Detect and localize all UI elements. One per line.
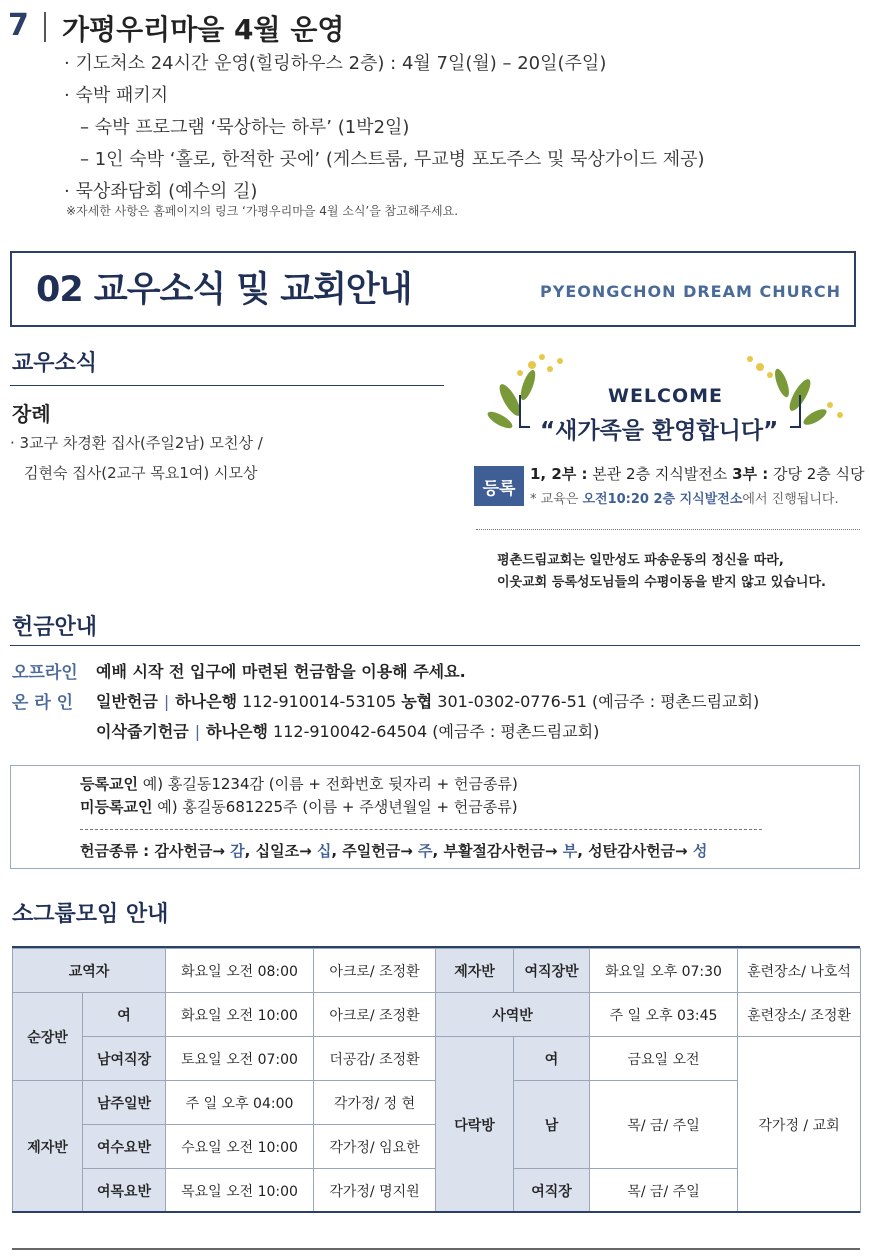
- group-name: 여직장: [514, 1169, 590, 1213]
- news-heading: 교우소식: [12, 351, 98, 376]
- funeral-heading: 장례: [12, 402, 51, 426]
- meeting-place: 각가정 / 교회: [738, 1037, 861, 1213]
- online-label: 온 라 인: [12, 693, 74, 713]
- meeting-time: 목/ 금/ 주일: [590, 1169, 738, 1213]
- offering-rule: [10, 645, 860, 646]
- separator: |: [163, 692, 170, 711]
- meeting-time: 화요일 오전 08:00: [166, 949, 314, 993]
- meeting-time: 목요일 오전 10:00: [166, 1169, 314, 1213]
- guide-label: 미등록교인: [80, 798, 153, 816]
- account-number: 112-910014-53105: [237, 692, 402, 711]
- divider: [44, 12, 46, 42]
- general-offering-label: 일반헌금: [96, 692, 158, 711]
- divider: [476, 529, 860, 530]
- edu-prefix: * 교육은: [530, 492, 583, 507]
- register-place-2: 강당 2층 식당: [768, 465, 865, 483]
- type-name: , 십일조→: [244, 842, 317, 860]
- meeting-time: 토요일 오전 07:00: [166, 1037, 314, 1081]
- section-number: 7: [8, 8, 29, 43]
- funeral-text: [10, 428, 263, 488]
- meeting-time: 수요일 오전 10:00: [166, 1125, 314, 1169]
- type-name: , 성탄감사헌금→: [577, 842, 693, 860]
- church-note-line: 이웃교회 등록성도님들의 수평이동을 받지 않고 있습니다.: [497, 575, 826, 590]
- bank-name: 하나은행: [206, 722, 268, 741]
- type-code: 주: [418, 842, 433, 860]
- list-item: · 묵상좌담회 (예수의 길): [64, 181, 258, 202]
- online-seed: [96, 719, 599, 742]
- meeting-place: 훈련장소/ 조정환: [738, 993, 861, 1037]
- group-category: 제자반: [13, 1081, 83, 1213]
- group-name: 남여직장: [83, 1037, 166, 1081]
- news-rule: [10, 385, 444, 386]
- register-badge: 등록: [474, 466, 524, 506]
- guide-registered: [80, 773, 518, 794]
- welcome-ko: “새가족을 환영합니다”: [540, 418, 779, 444]
- meeting-time: 금요일 오전: [590, 1037, 738, 1081]
- table-row: [13, 1037, 861, 1081]
- offline-label: 오프라인: [12, 663, 78, 683]
- meeting-time: 화요일 오전 10:00: [166, 993, 314, 1037]
- bank-name: 농협: [401, 692, 433, 711]
- type-name: , 부활절감사헌금→: [432, 842, 563, 860]
- type-code: 십: [316, 842, 332, 860]
- meeting-time: 주 일 오후 04:00: [166, 1081, 314, 1125]
- group-name: 여직장반: [514, 949, 590, 993]
- type-name: 감사헌금→: [154, 842, 231, 860]
- group-name: 여수요반: [83, 1125, 166, 1169]
- funeral-line: · 3교구 차경환 집사(주일2남) 모친상 /: [10, 434, 263, 452]
- church-name: PYEONGCHON DREAM CHURCH: [540, 282, 842, 301]
- list-item: · 숙박 패키지: [64, 85, 169, 106]
- small-group-heading: 소그룹모임 안내: [12, 902, 169, 927]
- group-name: 남: [514, 1081, 590, 1169]
- meeting-time: 주 일 오후 03:45: [590, 993, 738, 1037]
- list-item: – 1인 숙박 ‘홀로, 한적한 곳에’ (게스트룸, 무교병 포도주스 및 묵상가이드 제공): [80, 149, 705, 170]
- table-row: [13, 949, 861, 993]
- online-general: [96, 689, 759, 712]
- group-name: 교역자: [13, 949, 166, 993]
- type-name: , 주일헌금→: [331, 842, 419, 860]
- register-service-1: 1, 2부 :: [530, 465, 588, 483]
- seed-offering-label: 이삭줍기헌금: [96, 722, 189, 741]
- group-category: 순장반: [13, 993, 83, 1081]
- guide-label: 등록교인: [80, 775, 138, 793]
- register-line-2: [530, 488, 839, 507]
- divider: [80, 829, 762, 830]
- bank-name: 하나은행: [175, 692, 238, 711]
- register-place-1: 본관 2층 지식발전소: [587, 465, 733, 483]
- table-row: [13, 993, 861, 1037]
- welcome-en: WELCOME: [608, 385, 724, 407]
- group-category: 다락방: [436, 1037, 514, 1213]
- guide-example: 예) 홍길동1234감 (이름 + 전화번호 뒷자리 + 헌금종류): [137, 775, 518, 793]
- meeting-place: 아크로/ 조정환: [314, 993, 436, 1037]
- register-line-1: [530, 463, 865, 484]
- meeting-place: 더공감/ 조정환: [314, 1037, 436, 1081]
- meeting-place: 각가정/ 임요한: [314, 1125, 436, 1169]
- types-prefix: 헌금종류 :: [80, 842, 155, 860]
- funeral-line: 김현숙 집사(2교구 목요1여) 시모상: [24, 464, 258, 482]
- list-item: · 기도처소 24시간 운영(힐링하우스 2층) : 4월 7일(월) – 20일(주일): [64, 53, 607, 74]
- offline-text: 예배 시작 전 입구에 마련된 헌금함을 이용해 주세요.: [96, 662, 466, 681]
- church-note: [497, 550, 826, 594]
- account-number: 301-0302-0776-51 (예금주 : 평촌드림교회): [432, 692, 760, 711]
- small-group-table: [12, 948, 861, 1213]
- meeting-place: 각가정/ 명지원: [314, 1169, 436, 1213]
- table-bottom-rule: [12, 1211, 860, 1213]
- meeting-place: 아크로/ 조정환: [314, 949, 436, 993]
- separator: |: [194, 722, 201, 741]
- offering-heading: 헌금안내: [12, 615, 98, 640]
- type-code: 성: [692, 842, 708, 860]
- page-title: 02 교우소식 및 교회안내: [36, 270, 412, 310]
- list-item: – 숙박 프로그램 ‘묵상하는 하루’ (1박2일): [80, 117, 410, 138]
- meeting-place: 훈련장소/ 나호석: [738, 949, 861, 993]
- edu-suffix: 에서 진행됩니다.: [742, 492, 839, 507]
- church-note-line: 평촌드림교회는 일만성도 파송운동의 정신을 따라,: [497, 553, 784, 568]
- section-list: [64, 48, 705, 208]
- page-bottom-rule: [12, 1248, 860, 1250]
- group-name: 여: [83, 993, 166, 1037]
- register-service-2: 3부 :: [732, 465, 769, 483]
- group-name: 여: [514, 1037, 590, 1081]
- meeting-time: 목/ 금/ 주일: [590, 1081, 738, 1169]
- section-note: ※자세한 사항은 홈페이지의 링크 ‘가평우리마을 4월 소식’을 참고해주세요.: [66, 204, 459, 218]
- guide-unregistered: [80, 796, 518, 817]
- type-code: 감: [230, 842, 245, 860]
- account-number: 112-910042-64504 (예금주 : 평촌드림교회): [267, 722, 600, 741]
- offering-types: [80, 840, 707, 861]
- group-name: 제자반: [436, 949, 514, 993]
- edu-time: 오전10:20 2층 지식발전소: [582, 492, 743, 507]
- meeting-time: 화요일 오후 07:30: [590, 949, 738, 993]
- group-name: 사역반: [436, 993, 590, 1037]
- group-name: 남주일반: [83, 1081, 166, 1125]
- meeting-place: 각가정/ 정 현: [314, 1081, 436, 1125]
- group-name: 여목요반: [83, 1169, 166, 1213]
- section-title: 가평우리마을 4월 운영: [62, 13, 345, 46]
- guide-example: 예) 홍길동681225주 (이름 + 주생년월일 + 헌금종류): [152, 798, 518, 816]
- type-code: 부: [562, 842, 578, 860]
